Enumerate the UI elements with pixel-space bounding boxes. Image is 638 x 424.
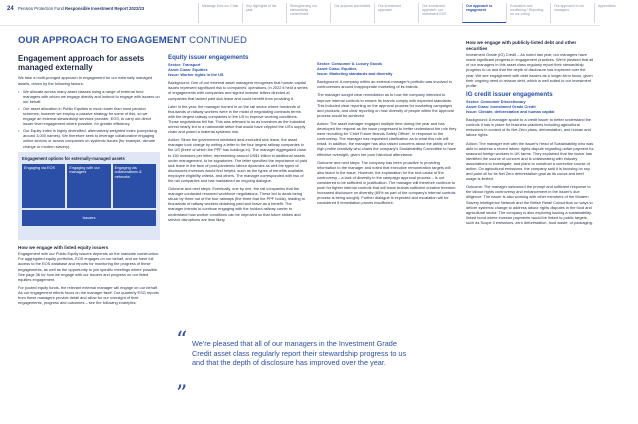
case-background: Background: A company within an external manager's portfolio was involved in controversies around inappropriate marketing of its brands. xyxy=(317,79,452,90)
case-issue: Issue: Worker rights in the US xyxy=(168,72,224,78)
diagram-box-collaborations: Engaging via collaborations & networks xyxy=(113,164,156,208)
diagram-box-issuers: Issuers xyxy=(22,210,156,226)
case-outcome: Outcome and next steps: The company has been proactive in providing information to the manager and noted that executive remuneration targets will also factor in the issue. However, the explanation for the root cause of the controversy – a lack of diversity in the campaign approval process – is not considered to be sufficient in justification. The manager will therefore continue to push for tighter internal controls that will leave brands sufficient creative freedom. Increased disclosure on diversity (65% as part of the company's internal controls process is being sought). Further dialogue is expected and escalation will be considered if remediation proves insufficient. xyxy=(317,159,457,206)
list-item: • Our Equity Index is highly diversified, alternatively weighted index (comprising around 3,000 names). We therefore seek to leverage collaborative engaging online sectors or across companies on systemic issues (for example, climate change or modern slavery). xyxy=(18,128,160,148)
credit-intro: Investment Grade (IG) Credit – As noted last year, our managers have made significant progress in engagement practices. We're pleased that all of our managers in this asset class regularly report their stewardship progress to us and that the depth of disclosure has improved over the year. We see engagement with debt issuers as a longer-term focus, given their ongoing need to reissue debt, which is well suited to our investment profile. xyxy=(466,52,594,88)
credit-case-heading: IG credit issuer engagements xyxy=(466,90,553,98)
section-tabs xyxy=(198,3,638,23)
diagram-box-managers: Engaging with our managers xyxy=(67,164,110,208)
page-header xyxy=(0,0,616,26)
tab-evaluation-voting[interactable]: Evaluation and monitoring / Reporting on our voting xyxy=(506,3,550,23)
list-item: • Our asset allocation in Public Equities is much lower than most pension schemes; however we employ a passive strategy for some of this, so we engage an external stewardship services provider, EOS, to carry out direct issuer level engagement where possible, for greater efficiency. xyxy=(18,106,160,126)
tab-investment-esg[interactable]: Our investment approach: our investment ESG xyxy=(418,3,462,23)
listed-equity-heading: How we engage with listed equity issuers xyxy=(18,244,109,250)
case-background: Background: A manager spoke to a credit issuer to better understand the controls it has in place for business practices including agricultural emissions in context of its Net Zero plans, deforestation, and human and labour rights. xyxy=(466,117,592,138)
pooled-equity-paragraph: For pooled equity funds, the relevant external manager will engage on our behalf. As our engagement efforts focus on the manager itself. Our quarterly ESG reports from these managers provide detail and allow for our oversight of their engagements, progress and outcomes – see the following examples: xyxy=(18,284,159,306)
list-item: • We allocate across many asset classes using a range of external fund managers with whom we engage directly and instruct to engage with issuers on our behalf. xyxy=(18,89,160,104)
tab-chair-message[interactable]: Message from our Chair xyxy=(198,3,242,23)
tab-purpose-beliefs[interactable]: Our purpose and beliefs xyxy=(330,3,374,23)
quote-open-icon: “ xyxy=(176,328,188,353)
case-action: Action: The manager met with the issuer's Head of Sustainability who was able to address a recent labour rights dispute regarding unfair payment for seasonal foreign workers in UK farms. They explained that the issuer has identified the source of concern and is collaborating with industry associations to investigate, and plans to construct a corrective course of action. On agricultural emissions, the company said it is focusing on soy and palm oil for its Net Zero deforestation goal as its cocoa and beef usage is limited. xyxy=(466,140,594,182)
equity-issuer-heading: Equity issuer engagements xyxy=(168,54,249,61)
case-outcome: Outcome and next steps: Eventually, one by one, the rail companies that the manager contacted resumed workforce negotiations. These led to deals being struck by three out of the four railways (the three that the PPF holds), leading to thousands of railway workers obtaining paid sick leave as a benefit. The manager intends to continue engaging with the holdout railway carrier to understand how worker conditions can be improved so that future strikes and service disruptions are less likely. xyxy=(168,186,305,222)
intro-paragraph: We take a multi-pronged approach to engagement for our externally managed assets, driven by the following factors: xyxy=(18,75,153,86)
listed-equity-paragraph: Engagement with our Public Equity issuers depends on the mandate construction. For aggregated equity portfolios, EOS engages on our behalf, and we have full access to the EOS database and reports for monitoring the progress of these engagements, as well as the opportunity to join specific meetings where possible. See page 36 for how we engage with our issuers and progress on our listed equities engagement. xyxy=(18,251,160,282)
credit-heading: How we engage with publicly-listed debt and other securities xyxy=(466,40,577,51)
case-asset-class: Asset Class: Equities xyxy=(168,67,208,73)
case-paragraph: The manager sought clear remediation as to how the company intended to improve internal controls to ensure its brands comply with expected standards. This included clear reporting on the approval process for marketing campaigns and products; and clear reporting on how diversity of people within the approval process would be achieved. xyxy=(317,92,454,118)
column-engagement-approach xyxy=(18,54,160,308)
case-outcome: Outcome: The manager welcomed the prompt and sufficient response to the labour rights controversy and enhancement in the issuer's due diligence. The issuer is also working with other members of the Modern Slavery Intelligence Network and the British Retail Consortium on ways to deliver systemic change to address labour rights disputes in the food and agricultural sector. The company is also exploring issuing a sustainability-linked bond where investor payments would be linked to public targets, such as Scope 3 emissions, zero deforestation, food waste, or packaging. xyxy=(466,184,593,225)
quote-text: We're pleased that all of our managers in the Investment Grade Credit asset class regularly report their stewardship progress to us and that the depth of disclosure has improved over the year. xyxy=(192,339,407,368)
case-issue: Issue: Climate, deforestation and human capital xyxy=(466,109,555,115)
case-paragraph: Later in the year, the manager homed in on the rail sector where hundreds of thousands of railway workers were in the midst of negotiating contracts terms with the largest railway companies in the US to improve working conditions. Those negotiations fell flat. This was relevant to us as investors as the industrial unrest nearly led to a nationwide strike that would have crippled the US's supply chain and posed a material systemic risk. xyxy=(168,103,306,135)
diagram-box-eos: Engaging via EOS xyxy=(22,164,65,208)
case-sector: Sector: Consumer & Luxury Goods xyxy=(317,61,383,66)
case-background: Background: One of our external asset managers recognises that human capital issues represent significant risk to companies' operations. In 2022 it held a series of engagements with companies and signed investor letters directed at companies that lacked paid sick leave and could benefit from providing it. xyxy=(168,80,308,101)
quote-close-icon: ” xyxy=(176,382,188,407)
section-title: OUR APPROACH TO ENGAGEMENT CONTINUED xyxy=(18,35,248,46)
report-title: Pension Protection Fund Responsible Investment Report 2022/23 xyxy=(18,6,145,11)
page-number: 24 xyxy=(7,6,14,12)
tab-engagement[interactable]: Our approach to engagement xyxy=(462,3,506,23)
tab-stewardship[interactable]: Strengthening our stewardship commitment xyxy=(286,3,330,23)
engagement-approach-heading: Engagement approach for assets managed externally xyxy=(18,54,145,73)
engagement-options-diagram xyxy=(18,152,160,240)
tab-managers[interactable]: Our approach to our managers xyxy=(550,3,594,23)
diagram-title: Engagement options for externally-managed assets xyxy=(22,155,125,161)
column-credit-engagement xyxy=(466,40,594,228)
case-sector: Sector: Consumer Discretionary xyxy=(466,98,526,104)
tab-appendices[interactable]: Appendices xyxy=(594,3,638,23)
case-asset-class: Asset Class: Investment Grade Credit xyxy=(466,103,536,109)
tab-investment-approach[interactable]: Our investment approach xyxy=(374,3,418,23)
case-sector: Sector: Transport xyxy=(168,62,201,67)
case-issue: Issue: Marketing standards and diversity xyxy=(317,71,393,77)
tab-key-highlights[interactable]: Key highlights of the year xyxy=(242,3,286,23)
case-asset-class: Asset Class: Equities xyxy=(317,66,357,72)
case-action: Action: The asset manager engaged multiple time during the year and has developed the request as the issue progressed to better understand the role they were recruiting for 'Chief Future Brands Safety Officer', in response to the controversy. The manager has requested clarification as to what this role will entail. In addition, the manager has also raised concerns about the ability of the high profile creativity who chairs the company's Sustainability Committee to have effective oversight, given her poor historical attendance. xyxy=(317,120,457,157)
column-equity-case-1 xyxy=(168,54,308,225)
case-action: Action: Since the government mediated deal excluded sick leave, the asset manager took charge by writing a letter to the four largest railway companies in the US (three of which the PPF has holdings in). The manager aggregated close to 150 investors per letter, representing around US$1 trillion in additional assets under management, to be signatories. The letter specified the importance of paid sick leave in the face of post-pandemic labour dynamics as well the types of disclosures investors would find helpful, such as the types of benefits available, employee eligibility criteria, and others. The manager corresponded with two of the rail companies and has maintained an ongoing dialogue. xyxy=(168,137,307,183)
column-equity-case-2 xyxy=(317,61,457,208)
